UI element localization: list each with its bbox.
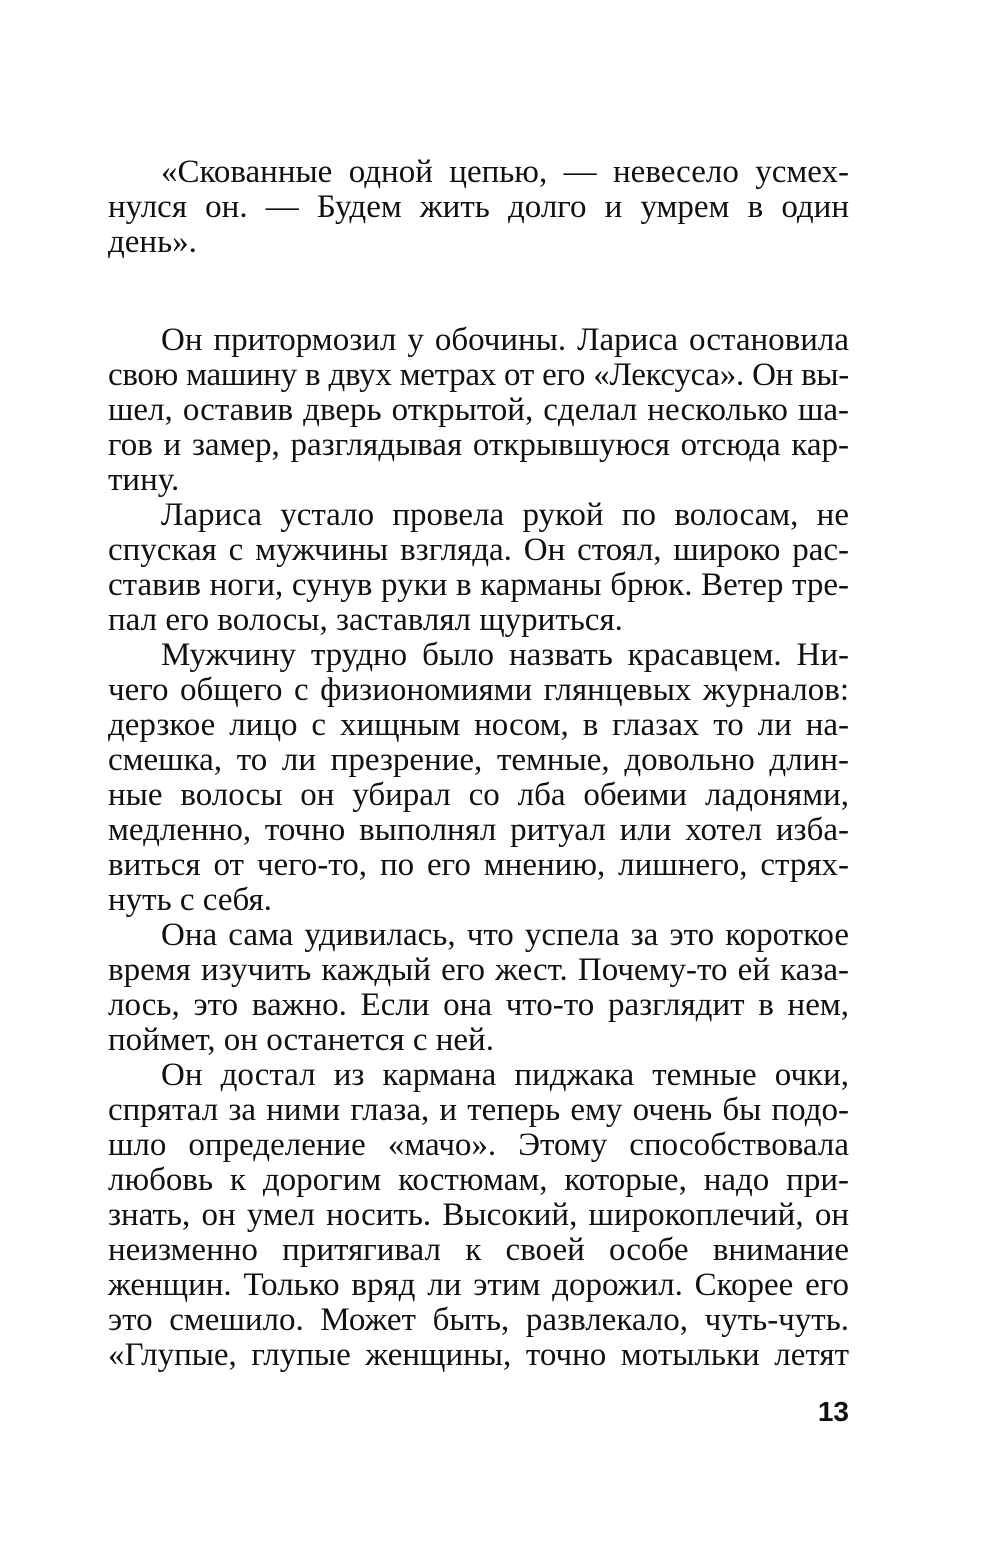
text-line: свою машину в двух метрах от его «Лексуса». Он вы-	[108, 357, 849, 393]
text-line: это смешило. Может быть, развлекало, чуть-чуть.	[108, 1302, 849, 1338]
text-line: дерзкое лицо с хищным носом, в глазах то ли на-	[108, 707, 849, 743]
text-line: гов и замер, разглядывая открывшуюся отсюда кар-	[108, 427, 849, 463]
text-line: ные волосы он убирал со лба обеими ладонями,	[108, 777, 849, 813]
text-line: неизменно притягивал к своей особе внимание	[108, 1232, 849, 1268]
text-line: поймет, он останется с ней.	[108, 1022, 494, 1058]
text-line: Он притормозил у обочины. Лариса остановила	[161, 322, 849, 358]
text-line: Он достал из кармана пиджака темные очки,	[161, 1057, 849, 1093]
text-line: любовь к дорогим костюмам, которые, надо при-	[108, 1162, 849, 1198]
text-line: смешка, то ли презрение, темные, довольно длин-	[108, 742, 849, 778]
text-line: нуть с себя.	[108, 882, 272, 918]
text-line: время изучить каждый его жест. Почему-то ей каза-	[108, 952, 849, 988]
text-line: день».	[108, 224, 197, 260]
text-line: Мужчину трудно было назвать красавцем. Ни-	[161, 637, 849, 673]
text-line: «Глупые, глупые женщины, точно мотыльки летят	[108, 1337, 849, 1373]
text-line: пал его волосы, заставлял щуриться.	[108, 602, 623, 638]
text-line: спрятал за ними глаза, и теперь ему очень бы подо-	[108, 1092, 849, 1128]
text-line: чего общего с физиономиями глянцевых журналов:	[108, 672, 849, 708]
text-line: нулся он. — Будем жить долго и умрем в один	[108, 189, 849, 225]
text-line: ставив ноги, сунув руки в карманы брюк. Ветер тре-	[108, 567, 849, 603]
text-line: Она сама удивилась, что успела за это короткое	[161, 917, 849, 953]
text-line: знать, он умел носить. Высокий, широкоплечий, он	[108, 1197, 849, 1233]
text-line: виться от чего-то, по его мнению, лишнего, стрях-	[108, 847, 849, 883]
text-line: Лариса устало провела рукой по волосам, не	[161, 497, 849, 533]
text-line: спуская с мужчины взгляда. Он стоял, широко рас-	[108, 532, 849, 568]
page-number: 13	[817, 1396, 849, 1427]
text-line: женщин. Только вряд ли этим дорожил. Скорее его	[108, 1267, 849, 1303]
text-line: «Скованные одной цепью, — невесело усмех-	[161, 154, 849, 190]
text-line: тину.	[108, 462, 180, 498]
text-line: шло определение «мачо». Этому способствовала	[108, 1127, 849, 1163]
text-line: медленно, точно выполнял ритуал или хотел изба-	[108, 812, 849, 848]
text-line: шел, оставив дверь открытой, сделал несколько ша-	[108, 392, 849, 428]
text-line: лось, это важно. Если она что-то разглядит в нем,	[108, 987, 849, 1023]
